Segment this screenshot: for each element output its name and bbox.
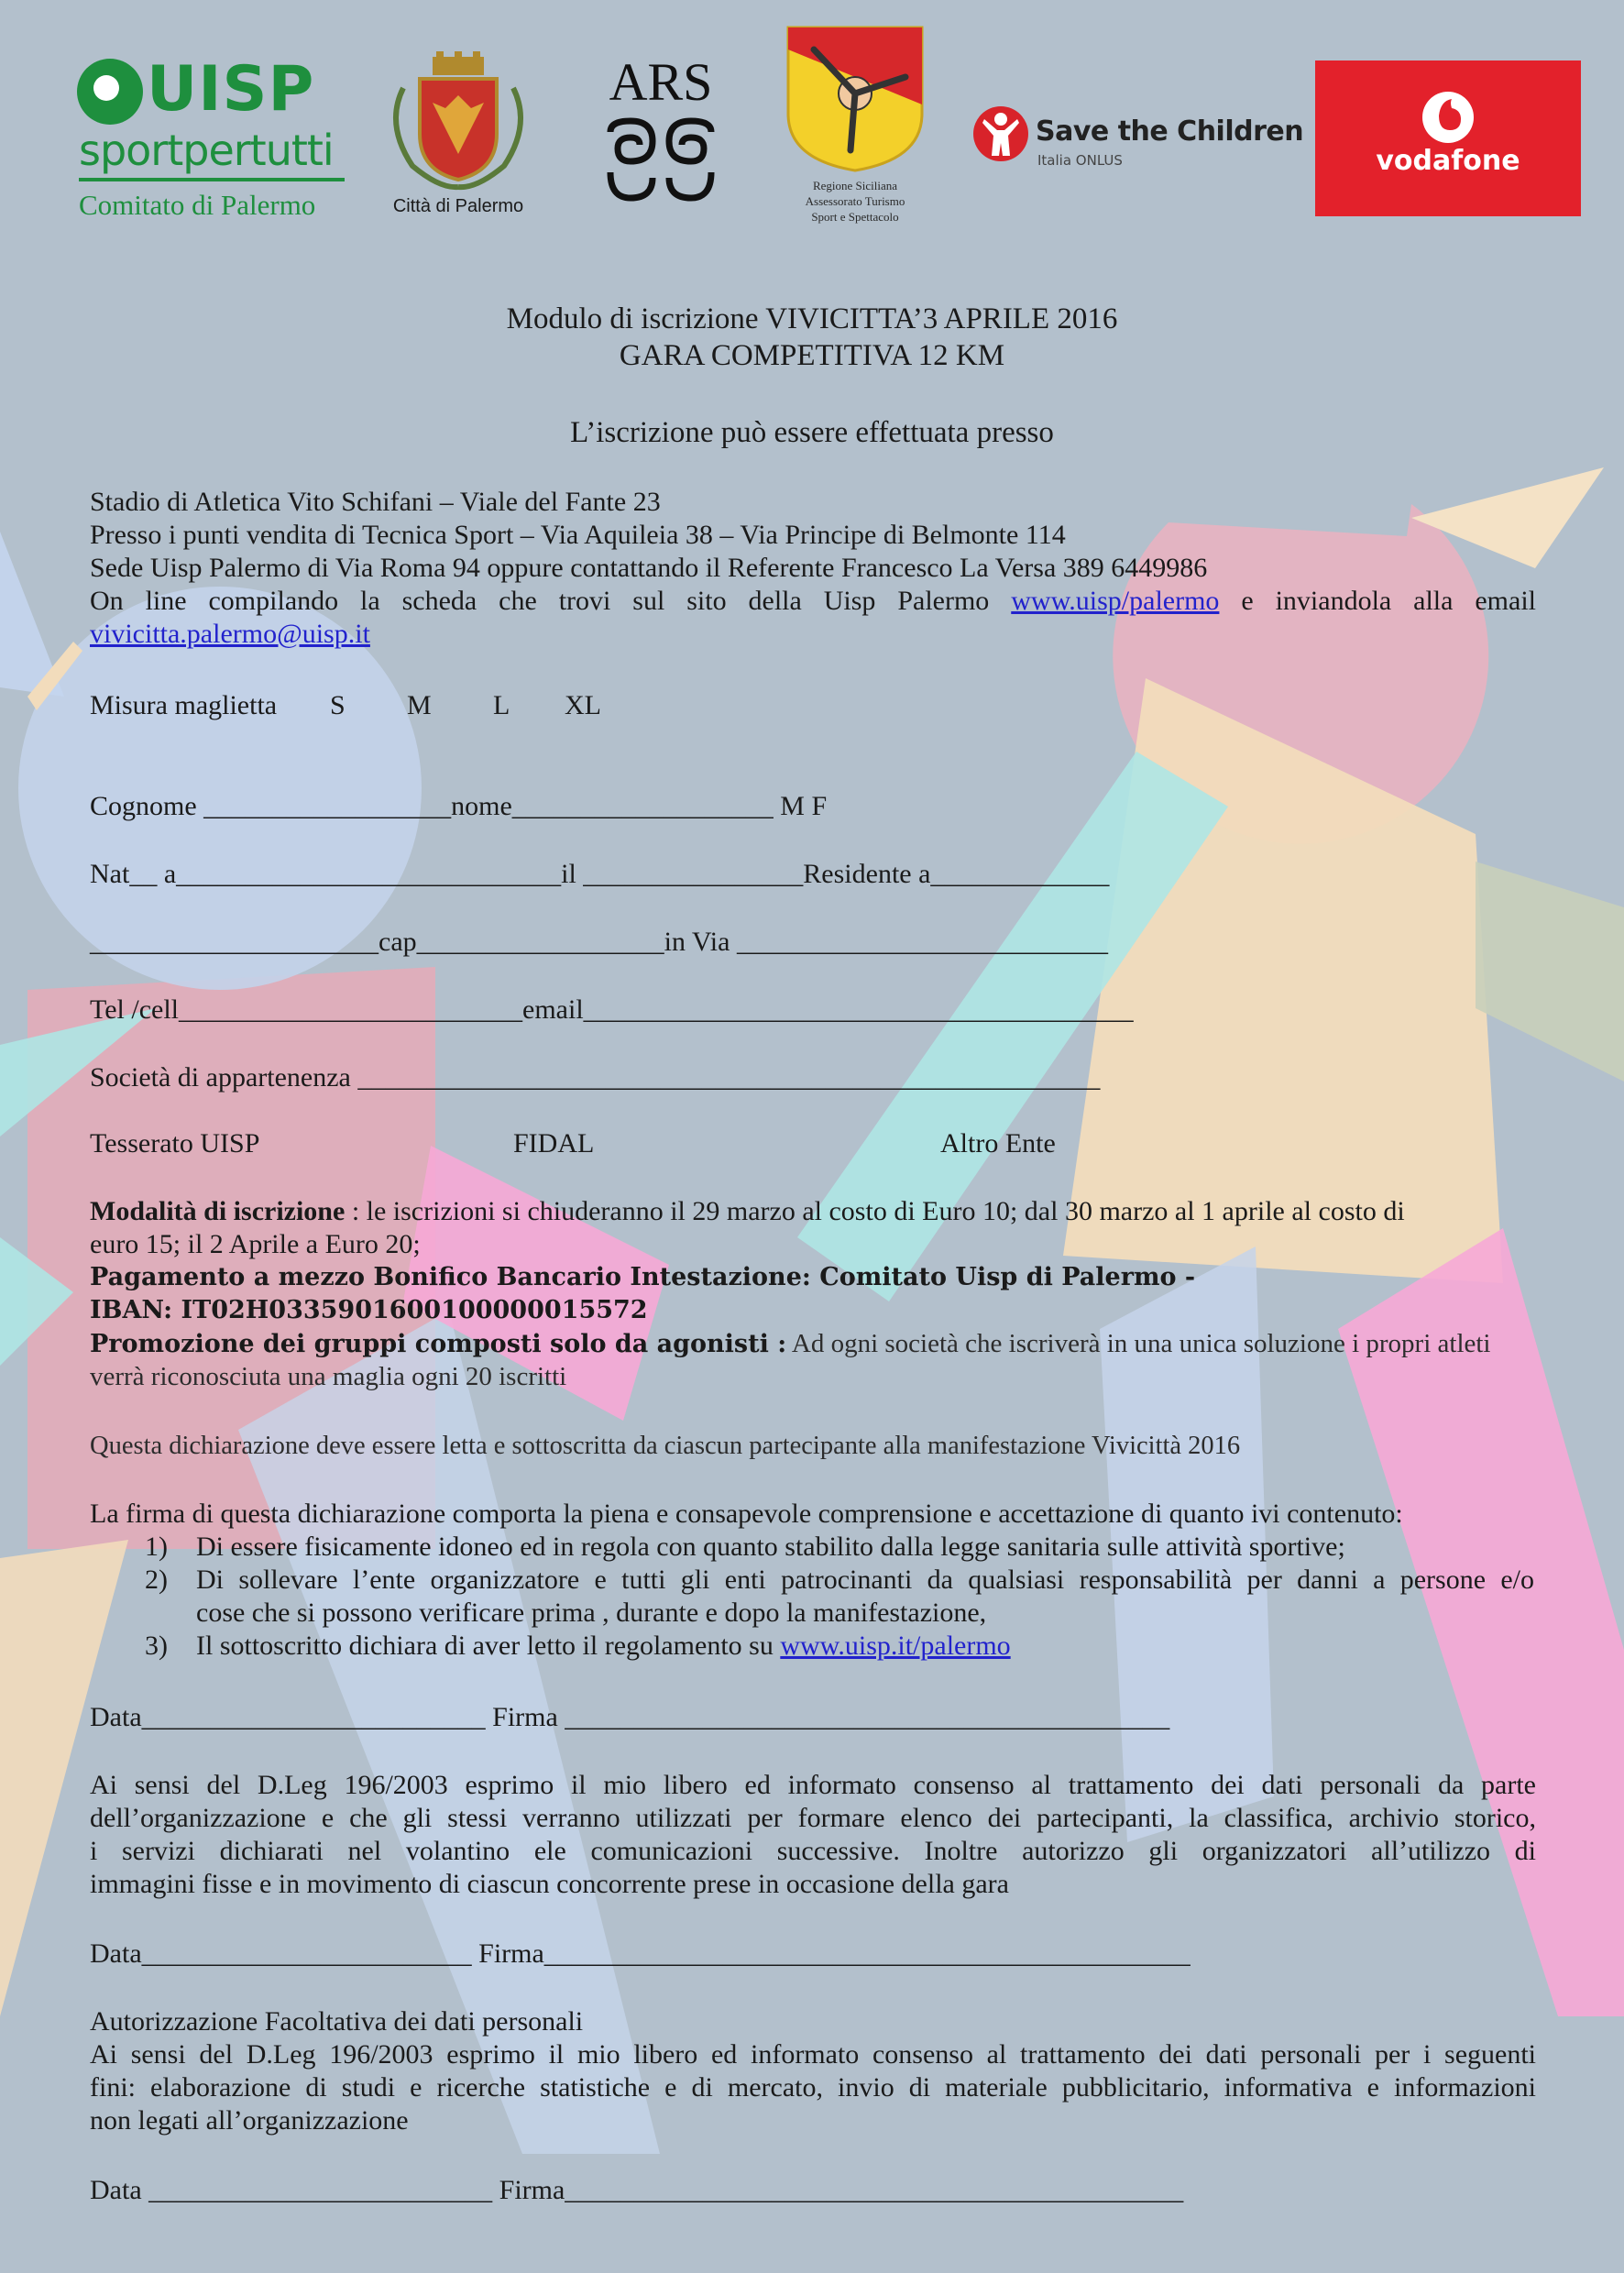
signature-line-3[interactable]: Data _________________________ Firma_____________________________________________ bbox=[90, 2175, 1184, 2205]
save-the-children-logo bbox=[971, 101, 1304, 183]
palermo-caption: Città di Palermo bbox=[392, 196, 524, 216]
registration-mode bbox=[90, 1195, 1405, 1228]
regulation-link[interactable]: www.uisp.it/palermo bbox=[780, 1631, 1011, 1661]
group-promotion bbox=[90, 1327, 1491, 1361]
uisp-logo-rule bbox=[79, 178, 345, 181]
surname-name-field[interactable]: Cognome __________________nome___________________ M F bbox=[90, 791, 828, 821]
uisp-logo-subtitle: sportpertutti bbox=[79, 126, 334, 175]
optional-auth-text: fini: elaborazione di studi e ricerche statistiche e di mercato, invio di materiale pubblicitario, informativa e informazioni bbox=[90, 2072, 1536, 2103]
declaration-item-number: 1) bbox=[145, 1532, 168, 1562]
shirt-size-option[interactable]: M bbox=[407, 690, 432, 720]
optional-auth-text: non legati all’organizzazione bbox=[90, 2105, 409, 2136]
page-title: Modulo di iscrizione VIVICITTA’3 APRILE 2016 bbox=[506, 302, 1118, 335]
optional-auth-title: Autorizzazione Facoltativa dei dati personali bbox=[90, 2006, 584, 2037]
online-text-suffix: e inviandola alla email bbox=[1219, 586, 1537, 616]
declaration-item-number: 3) bbox=[145, 1631, 168, 1661]
privacy-text: Ai sensi del D.Leg 196/2003 esprimo il mio libero ed informato consenso al trattamento dei dati personali da parte bbox=[90, 1770, 1536, 1800]
registration-mode-text-2: euro 15; il 2 Aprile a Euro 20; bbox=[90, 1229, 421, 1259]
location-stadium: Stadio di Atletica Vito Schifani – Viale del Fante 23 bbox=[90, 487, 661, 517]
membership-uisp-option[interactable]: Tesserato UISP bbox=[90, 1128, 260, 1158]
save-the-children-subtitle: Italia ONLUS bbox=[1037, 152, 1123, 169]
trinacria-shield-icon bbox=[777, 22, 933, 174]
iban: IBAN: IT02H0335901600100000015572 bbox=[90, 1296, 648, 1324]
declaration-item-continued: cose che si possono verificare prima , durante e dopo la manifestazione, bbox=[196, 1598, 987, 1628]
uisp-website-link[interactable]: www.uisp/palermo bbox=[1011, 586, 1220, 616]
uisp-logo bbox=[73, 53, 348, 227]
registration-mode-text: : le iscrizioni si chiuderanno il 29 marzo al costo di Euro 10; dal 30 marzo al 1 aprile al costo di bbox=[345, 1196, 1405, 1226]
declaration-intro: La firma di questa dichiarazione comporta la piena e consapevole comprensione e accettazione di quanto ivi contenuto: bbox=[90, 1499, 1403, 1529]
privacy-text: dell’organizzazione e che gli stessi verranno utilizzati per formare elenco dei partecipanti, la classifica, archivio storico, bbox=[90, 1803, 1536, 1833]
uisp-logo-text: UISP bbox=[147, 53, 315, 126]
membership-fidal-option[interactable]: FIDAL bbox=[513, 1128, 595, 1158]
uisp-logo-committee: Comitato di Palermo bbox=[79, 189, 316, 221]
signature-line-1[interactable]: Data_________________________ Firma ____________________________________________ bbox=[90, 1702, 1170, 1732]
payment-info: Pagamento a mezzo Bonifico Bancario Intestazione: Comitato Uisp di Palermo - bbox=[90, 1263, 1196, 1291]
ars-logo-text: ARS bbox=[609, 52, 713, 112]
ars-spiral-icon bbox=[603, 114, 719, 205]
registration-mode-label: Modalità di iscrizione bbox=[90, 1196, 346, 1226]
birth-residence-field[interactable]: Nat__ a____________________________il ________________Residente a_____________ bbox=[90, 859, 1110, 889]
sicilia-caption bbox=[777, 178, 933, 225]
privacy-text: immagini fisse e in movimento di ciascun concorrente prese in occasione della gara bbox=[90, 1869, 1009, 1899]
declaration-item-text: Il sottoscritto dichiara di aver letto il regolamento su bbox=[196, 1631, 781, 1661]
group-promotion-label: Promozione dei gruppi composti solo da agonisti : bbox=[90, 1330, 787, 1358]
privacy-text: i servizi dichiarati nel volantino ele comunicazioni successive. Inoltre autorizzo gli organizzatori all’utilizzo di bbox=[90, 1836, 1536, 1866]
signature-line-2[interactable]: Data________________________ Firma_______________________________________________ bbox=[90, 1938, 1191, 1969]
sicilia-caption-line: Sport e Spettacolo bbox=[811, 210, 899, 224]
vodafone-text: vodafone bbox=[1376, 145, 1520, 177]
shirt-size-label: Misura maglietta bbox=[90, 690, 278, 720]
sicilia-caption-line: Assessorato Turismo bbox=[805, 194, 905, 208]
save-the-children-text: Save the Children bbox=[1036, 115, 1304, 148]
shirt-size-option[interactable]: S bbox=[330, 690, 346, 720]
ars-logo bbox=[603, 53, 719, 209]
declaration-note: Questa dichiarazione deve essere letta e sottoscritta da ciascun partecipante alla manifestazione Vivicittà 2016 bbox=[90, 1432, 1241, 1460]
vodafone-speechmark-icon bbox=[1421, 90, 1476, 145]
membership-other-option[interactable]: Altro Ente bbox=[940, 1128, 1056, 1158]
page-subtitle: L’iscrizione può essere effettuata presso bbox=[570, 416, 1054, 449]
location-sede-uisp: Sede Uisp Palermo di Via Roma 94 oppure contattando il Referente Francesco La Versa 389 6449986 bbox=[90, 553, 1208, 583]
palermo-logo bbox=[376, 51, 541, 235]
sicilia-logo bbox=[777, 22, 933, 233]
email-link[interactable]: vivicitta.palermo@uisp.it bbox=[90, 619, 370, 649]
group-promotion-text-2: verrà riconosciuta una maglia ogni 20 iscritti bbox=[90, 1362, 567, 1391]
sicilia-caption-line: Regione Siciliana bbox=[812, 179, 898, 192]
vodafone-logo bbox=[1315, 60, 1581, 216]
save-the-children-figure-icon bbox=[971, 101, 1030, 165]
cap-address-field[interactable]: _____________________cap__________________in Via ___________________________ bbox=[90, 927, 1108, 957]
palermo-crest-icon bbox=[376, 51, 541, 194]
phone-email-field[interactable]: Tel /cell_________________________email________________________________________ bbox=[90, 994, 1134, 1025]
declaration-item: Di essere fisicamente idoneo ed in regola con quanto stabilito dalla legge sanitaria sulle attività sportive; bbox=[196, 1532, 1345, 1562]
declaration-item: Di sollevare l’ente organizzatore e tutti gli enti patrocinanti da qualsiasi responsabilità per danni a persone e/o bbox=[196, 1565, 1534, 1595]
uisp-ball-icon bbox=[77, 59, 143, 125]
group-promotion-text: Ad ogni società che iscriverà in una unica soluzione i propri atleti bbox=[786, 1329, 1491, 1358]
shirt-size-option[interactable]: L bbox=[493, 690, 510, 720]
optional-auth-text: Ai sensi del D.Leg 196/2003 esprimo il mio libero ed informato consenso al trattamento dei dati personali per i seguenti bbox=[90, 2039, 1536, 2070]
declaration-item bbox=[196, 1630, 1011, 1663]
page-title-line-2: GARA COMPETITIVA 12 KM bbox=[619, 339, 1005, 372]
online-text: On line compilando la scheda che trovi sul sito della Uisp Palermo bbox=[90, 586, 1012, 616]
location-tecnica-sport: Presso i punti vendita di Tecnica Sport – Via Aquileia 38 – Via Principe di Belmonte 114 bbox=[90, 520, 1066, 550]
declaration-item-number: 2) bbox=[145, 1565, 168, 1595]
club-field[interactable]: Società di appartenenza ______________________________________________________ bbox=[90, 1062, 1101, 1093]
shirt-size-option[interactable]: XL bbox=[565, 690, 601, 720]
online-info bbox=[90, 585, 1536, 618]
